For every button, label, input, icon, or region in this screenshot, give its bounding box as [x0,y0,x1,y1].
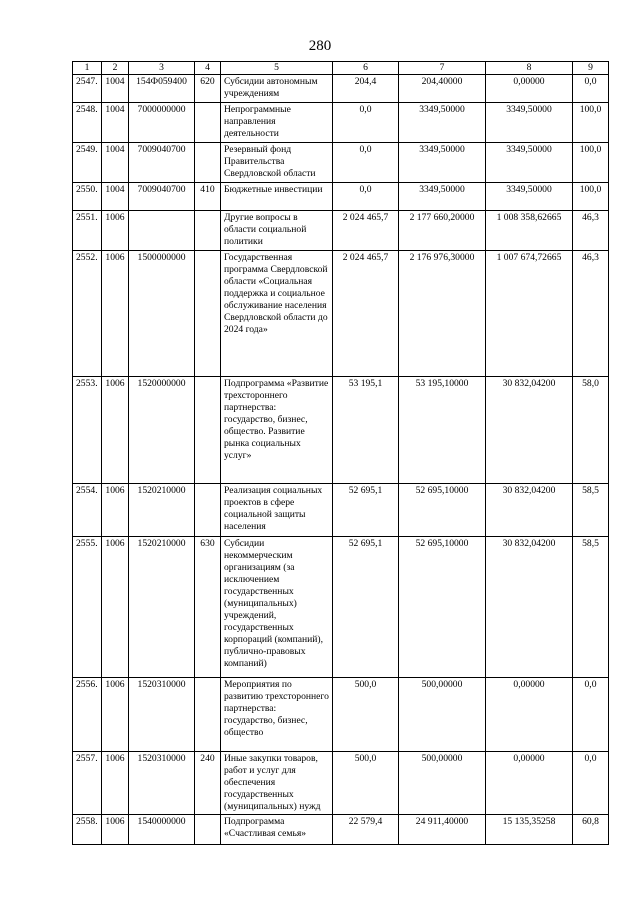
column-header: 4 [195,62,221,75]
item-name: Непрограммные направления деятельности [221,103,333,143]
expense-type-code: 410 [195,183,221,211]
expense-type-code [195,251,221,377]
execution-percent: 0,0 [573,75,609,103]
table-row [73,143,609,183]
revised-amount: 52 695,10000 [399,484,486,537]
revised-amount: 3349,50000 [399,143,486,183]
revised-amount: 500,00000 [399,678,486,752]
target-article-code: 1520000000 [129,377,195,484]
column-header: 8 [486,62,573,75]
revised-amount: 204,40000 [399,75,486,103]
table-row [73,211,609,251]
approved-amount: 52 695,1 [333,484,399,537]
execution-percent: 0,0 [573,752,609,815]
table-body [73,75,609,845]
expense-type-code [195,678,221,752]
revised-amount: 3349,50000 [399,103,486,143]
approved-amount: 53 195,1 [333,377,399,484]
section-code: 1006 [102,211,129,251]
executed-amount: 0,00000 [486,75,573,103]
item-name: Подпрограмма «Счастливая семья» [221,815,333,845]
item-name: Мероприятия по развитию трехстороннего партнерства: государство, бизнес, общество [221,678,333,752]
expense-type-code [195,377,221,484]
item-name: Подпрограмма «Развитие трехстороннего партнерства: государство, бизнес, общество. Развитие рынка социальных услуг» [221,377,333,484]
expense-type-code [195,484,221,537]
row-number: 2553. [73,377,102,484]
row-number: 2549. [73,143,102,183]
expense-type-code [195,143,221,183]
table-row [73,251,609,377]
execution-percent: 0,0 [573,678,609,752]
row-number: 2556. [73,678,102,752]
target-article-code: 7000000000 [129,103,195,143]
expense-type-code [195,211,221,251]
section-code: 1006 [102,752,129,815]
executed-amount: 30 832,04200 [486,537,573,678]
executed-amount: 1 007 674,72665 [486,251,573,377]
target-article-code: 1520310000 [129,752,195,815]
item-name: Иные закупки товаров, работ и услуг для обеспечения государственных (муниципальных) нужд [221,752,333,815]
expense-type-code [195,815,221,845]
table-row [73,183,609,211]
item-name: Другие вопросы в области социальной политики [221,211,333,251]
column-header: 7 [399,62,486,75]
item-name: Государственная программа Свердловской области «Социальная поддержка и социальное обслуживание населения Свердловской области до 2024 года» [221,251,333,377]
table-row [73,377,609,484]
row-number: 2558. [73,815,102,845]
section-code: 1004 [102,183,129,211]
target-article-code: 1540000000 [129,815,195,845]
revised-amount: 2 176 976,30000 [399,251,486,377]
executed-amount: 3349,50000 [486,143,573,183]
target-article-code: 154Ф059400 [129,75,195,103]
revised-amount: 500,00000 [399,752,486,815]
executed-amount: 30 832,04200 [486,377,573,484]
executed-amount: 0,00000 [486,752,573,815]
section-code: 1006 [102,537,129,678]
target-article-code: 1500000000 [129,251,195,377]
execution-percent: 60,8 [573,815,609,845]
row-number: 2548. [73,103,102,143]
section-code: 1004 [102,75,129,103]
item-name: Субсидии некоммерческим организациям (за исключением государственных (муниципальных) учреждений, государственных корпораций (компаний), публично-правовых компаний) [221,537,333,678]
item-name: Бюджетные инвестиции [221,183,333,211]
revised-amount: 2 177 660,20000 [399,211,486,251]
execution-percent: 46,3 [573,251,609,377]
revised-amount: 24 911,40000 [399,815,486,845]
table-row [73,103,609,143]
approved-amount: 2 024 465,7 [333,211,399,251]
item-name: Реализация социальных проектов в сфере социальной защиты населения [221,484,333,537]
revised-amount: 53 195,10000 [399,377,486,484]
column-header: 3 [129,62,195,75]
table-row [73,537,609,678]
target-article-code: 7009040700 [129,183,195,211]
table-row [73,752,609,815]
approved-amount: 500,0 [333,752,399,815]
section-code: 1004 [102,103,129,143]
approved-amount: 500,0 [333,678,399,752]
approved-amount: 2 024 465,7 [333,251,399,377]
approved-amount: 0,0 [333,103,399,143]
column-header: 6 [333,62,399,75]
executed-amount: 1 008 358,62665 [486,211,573,251]
page-number: 280 [308,38,332,54]
row-number: 2557. [73,752,102,815]
execution-percent: 58,5 [573,484,609,537]
column-header: 1 [73,62,102,75]
execution-percent: 58,5 [573,537,609,678]
table-row [73,484,609,537]
execution-percent: 100,0 [573,143,609,183]
row-number: 2552. [73,251,102,377]
execution-percent: 100,0 [573,183,609,211]
budget-table [72,61,609,845]
row-number: 2554. [73,484,102,537]
executed-amount: 0,00000 [486,678,573,752]
section-code: 1006 [102,484,129,537]
item-name: Субсидии автономным учреждениям [221,75,333,103]
row-number: 2547. [73,75,102,103]
approved-amount: 0,0 [333,143,399,183]
table-row [73,75,609,103]
section-code: 1006 [102,678,129,752]
executed-amount: 3349,50000 [486,183,573,211]
target-article-code: 1520210000 [129,484,195,537]
approved-amount: 204,4 [333,75,399,103]
expense-type-code: 240 [195,752,221,815]
target-article-code: 1520310000 [129,678,195,752]
table-row [73,678,609,752]
table-row [73,815,609,845]
target-article-code [129,211,195,251]
column-header: 2 [102,62,129,75]
header-row [73,62,609,75]
column-header: 5 [221,62,333,75]
target-article-code: 7009040700 [129,143,195,183]
section-code: 1006 [102,251,129,377]
revised-amount: 52 695,10000 [399,537,486,678]
executed-amount: 3349,50000 [486,103,573,143]
expense-type-code: 620 [195,75,221,103]
column-header: 9 [573,62,609,75]
execution-percent: 100,0 [573,103,609,143]
row-number: 2550. [73,183,102,211]
approved-amount: 22 579,4 [333,815,399,845]
target-article-code: 1520210000 [129,537,195,678]
section-code: 1004 [102,143,129,183]
approved-amount: 0,0 [333,183,399,211]
executed-amount: 15 135,35258 [486,815,573,845]
item-name: Резервный фонд Правительства Свердловской области [221,143,333,183]
revised-amount: 3349,50000 [399,183,486,211]
row-number: 2551. [73,211,102,251]
section-code: 1006 [102,815,129,845]
executed-amount: 30 832,04200 [486,484,573,537]
execution-percent: 58,0 [573,377,609,484]
section-code: 1006 [102,377,129,484]
expense-type-code [195,103,221,143]
expense-type-code: 630 [195,537,221,678]
approved-amount: 52 695,1 [333,537,399,678]
execution-percent: 46,3 [573,211,609,251]
row-number: 2555. [73,537,102,678]
